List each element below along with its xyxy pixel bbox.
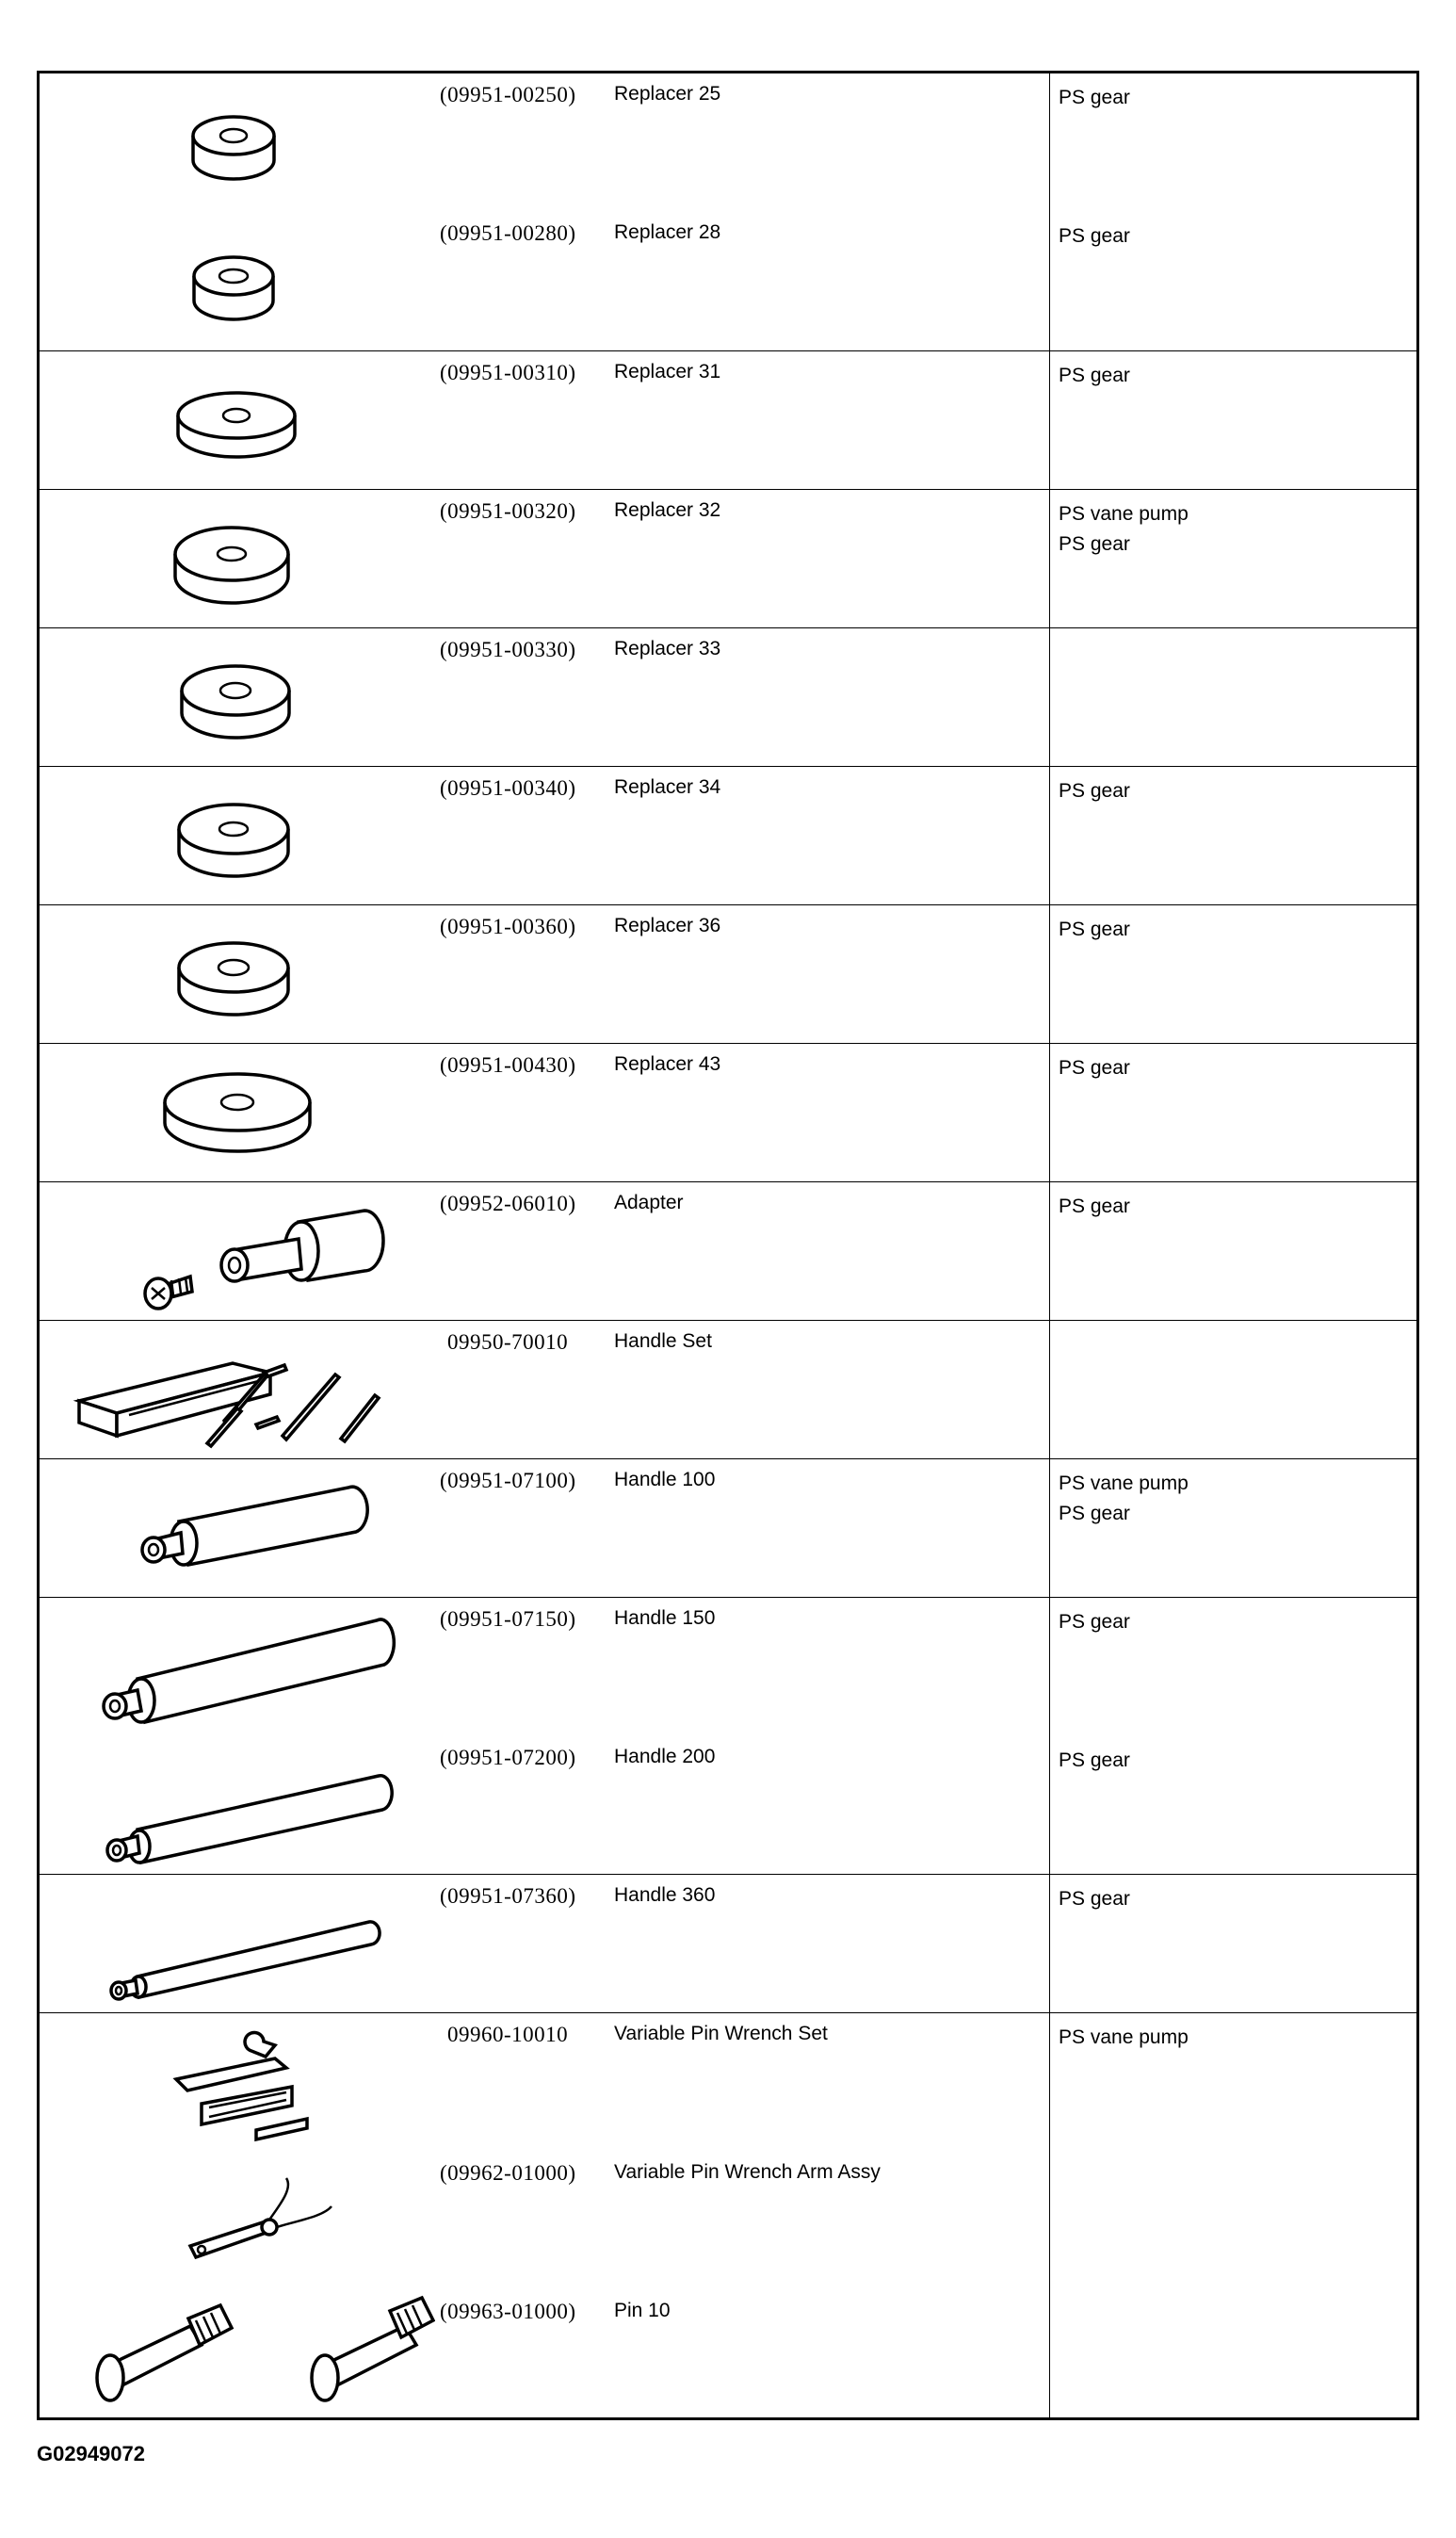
usage-item: PS gear: [1059, 533, 1130, 555]
usage-item: PS gear: [1059, 780, 1130, 802]
table-row: [40, 2012, 1416, 2417]
usage-list: [1059, 776, 1407, 806]
part-number: (09951-00320): [440, 499, 576, 523]
tool-entry: [40, 2013, 1416, 2152]
part-number: (09951-00360): [440, 915, 576, 938]
usage-list: [1059, 1469, 1407, 1529]
usage-item: PS gear: [1059, 1057, 1130, 1079]
figure-id: G02949072: [37, 2442, 145, 2465]
part-number: (09951-00280): [440, 221, 576, 245]
usage-list: [1059, 1053, 1407, 1083]
tool-name: Replacer 32: [614, 499, 721, 521]
usage-list: [1059, 83, 1407, 113]
usage-item: PS vane pump: [1059, 503, 1189, 525]
tool-entry: [40, 2152, 1416, 2290]
usage-item: PS gear: [1059, 1196, 1130, 1217]
tool-name: Handle 200: [614, 1746, 716, 1767]
part-number: (09952-06010): [440, 1192, 576, 1215]
part-number: (09951-00250): [440, 83, 576, 106]
part-number: (09963-01000): [440, 2300, 576, 2323]
handle-set-illustration: [40, 1321, 435, 1459]
part-number: (09951-07150): [440, 1607, 576, 1631]
table-row: [40, 73, 1416, 350]
usage-list: [1059, 1746, 1407, 1776]
table-row: [40, 350, 1416, 489]
tool-name: Replacer 25: [614, 83, 721, 105]
usage-item: PS vane pump: [1059, 1472, 1189, 1494]
handle-illustration: [40, 1598, 435, 1736]
usage-list: [1059, 1192, 1407, 1222]
usage-list: [1059, 361, 1407, 391]
table-row: [40, 1043, 1416, 1181]
table-row: [40, 1458, 1416, 1597]
replacer-illustration: [40, 351, 435, 490]
part-number: 09950-70010: [447, 1330, 569, 1354]
usage-list: [1059, 1884, 1407, 1914]
table-row: [40, 1320, 1416, 1458]
tool-entry: [40, 73, 1416, 212]
tool-name: Replacer 36: [614, 915, 721, 936]
tool-name: Replacer 31: [614, 361, 721, 382]
tool-name: Replacer 33: [614, 638, 721, 659]
usage-item: PS gear: [1059, 365, 1130, 386]
part-number: (09951-07100): [440, 1469, 576, 1492]
tool-name: Handle 100: [614, 1469, 716, 1490]
usage-item: PS vane pump: [1059, 2026, 1189, 2048]
special-service-tools-table: [37, 71, 1419, 2420]
tool-name: Replacer 34: [614, 776, 721, 798]
part-number: (09951-07360): [440, 1884, 576, 1908]
tool-name: Replacer 28: [614, 221, 721, 243]
handle-illustration: [40, 1736, 435, 1875]
table-row: [40, 627, 1416, 766]
replacer-illustration: [40, 905, 435, 1044]
usage-list: [1059, 221, 1407, 252]
part-number: (09962-01000): [440, 2161, 576, 2185]
tool-entry: [40, 212, 1416, 350]
usage-item: PS gear: [1059, 1888, 1130, 1910]
part-number: (09951-00430): [440, 1053, 576, 1077]
tool-entry: [40, 1736, 1416, 1875]
tool-name: Handle 360: [614, 1884, 716, 1906]
pin-illustration: [40, 2290, 435, 2429]
usage-list: [1059, 1607, 1407, 1637]
replacer-illustration: [40, 490, 435, 628]
table-row: [40, 489, 1416, 627]
part-number: (09951-00340): [440, 776, 576, 800]
replacer-illustration: [40, 212, 435, 350]
usage-item: PS gear: [1059, 225, 1130, 247]
usage-item: PS gear: [1059, 1749, 1130, 1771]
table-row: [40, 1597, 1416, 1874]
part-number: (09951-07200): [440, 1746, 576, 1769]
usage-item: PS gear: [1059, 87, 1130, 108]
tool-name: Variable Pin Wrench Arm Assy: [614, 2161, 881, 2183]
tool-name: Variable Pin Wrench Set: [614, 2023, 828, 2044]
tool-name: Handle Set: [614, 1330, 712, 1352]
replacer-illustration: [40, 767, 435, 905]
table-row: [40, 1181, 1416, 1320]
tool-name: Replacer 43: [614, 1053, 721, 1075]
usage-item: PS gear: [1059, 1611, 1130, 1633]
table-row: [40, 1874, 1416, 2012]
tool-entry: [40, 2290, 1416, 2418]
replacer-illustration: [40, 1044, 435, 1182]
part-number: 09960-10010: [447, 2023, 569, 2046]
tool-name: Pin 10: [614, 2300, 671, 2321]
column-divider: [1049, 73, 1050, 2417]
pin-wrench-arm-illustration: [40, 2152, 435, 2290]
pin-wrench-set-illustration: [40, 2013, 435, 2152]
replacer-illustration: [40, 628, 435, 767]
usage-item: PS gear: [1059, 919, 1130, 940]
handle-illustration: [40, 1875, 435, 2013]
part-number: (09951-00330): [440, 638, 576, 661]
usage-item: PS gear: [1059, 1503, 1130, 1524]
table-row: [40, 766, 1416, 904]
usage-list: [1059, 499, 1407, 560]
tool-name: Handle 150: [614, 1607, 716, 1629]
replacer-illustration: [40, 73, 435, 212]
usage-list: [1059, 2023, 1407, 2053]
tool-name: Adapter: [614, 1192, 684, 1213]
handle-illustration: [40, 1459, 435, 1598]
table-row: [40, 904, 1416, 1043]
adapter-illustration: [40, 1182, 435, 1321]
usage-list: [1059, 915, 1407, 945]
part-number: (09951-00310): [440, 361, 576, 384]
tool-entry: [40, 1598, 1416, 1736]
